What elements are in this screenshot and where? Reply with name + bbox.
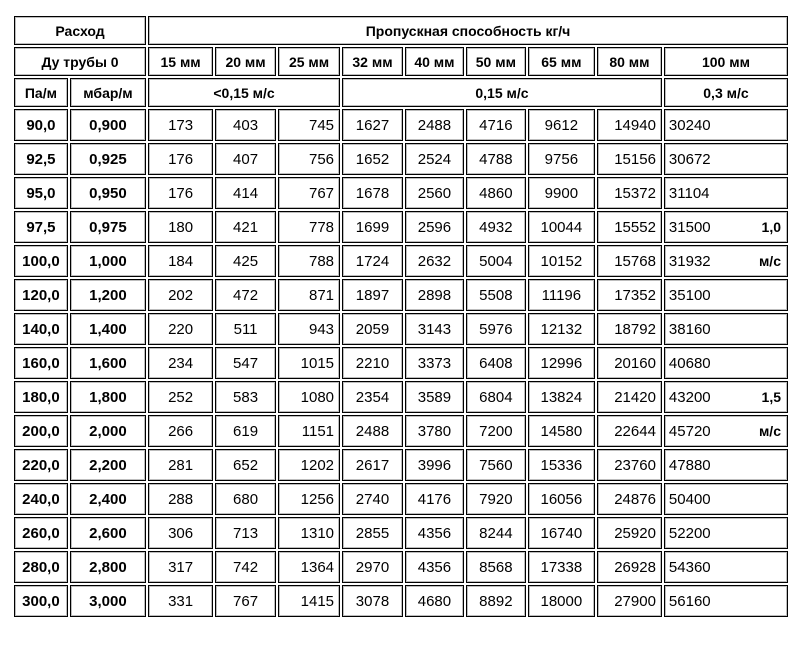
cell-capacity: 4716: [466, 109, 526, 141]
cell-capacity: 1652: [342, 143, 403, 175]
cell-capacity: 266: [148, 415, 213, 447]
speed-note: 1,0: [761, 219, 781, 235]
cell-capacity: 8568: [466, 551, 526, 583]
cell-capacity: 414: [215, 177, 276, 209]
cell-capacity: 17338: [528, 551, 595, 583]
cell-capacity-value: 56160: [668, 592, 711, 610]
cell-capacity: 778: [278, 211, 340, 243]
header-diameter-100: 100 мм: [664, 47, 788, 76]
cell-capacity: 1202: [278, 449, 340, 481]
cell-capacity: 252: [148, 381, 213, 413]
cell-capacity: 767: [278, 177, 340, 209]
cell-capacity: 4860: [466, 177, 526, 209]
cell-pa: 220,0: [14, 449, 68, 481]
cell-capacity-100: [664, 347, 788, 379]
cell-capacity-100: [664, 313, 788, 345]
cell-capacity-value: 54360: [668, 558, 711, 576]
cell-capacity: 3078: [342, 585, 403, 617]
cell-mbar: 1,600: [70, 347, 146, 379]
header-diameter-20: 20 мм: [215, 47, 276, 76]
cell-capacity: 8244: [466, 517, 526, 549]
cell-capacity: 1310: [278, 517, 340, 549]
cell-capacity: 12996: [528, 347, 595, 379]
cell-capacity: 5508: [466, 279, 526, 311]
cell-capacity: 9612: [528, 109, 595, 141]
cell-capacity: 2855: [342, 517, 403, 549]
cell-capacity: 1724: [342, 245, 403, 277]
cell-pa: 90,0: [14, 109, 68, 141]
cell-capacity: 306: [148, 517, 213, 549]
table-row: [14, 211, 788, 243]
header-diameter-80: 80 мм: [597, 47, 662, 76]
cell-pa: 280,0: [14, 551, 68, 583]
cell-capacity: 16056: [528, 483, 595, 515]
cell-capacity: 15372: [597, 177, 662, 209]
table-row: [14, 143, 788, 175]
cell-capacity-value: 31932: [668, 252, 711, 270]
table-row: [14, 415, 788, 447]
cell-capacity-value: 30240: [668, 116, 711, 134]
cell-capacity-value: 50400: [668, 490, 711, 508]
cell-capacity-value: 47880: [668, 456, 711, 474]
cell-capacity-100: [664, 279, 788, 311]
cell-mbar: 2,000: [70, 415, 146, 447]
cell-capacity: 943: [278, 313, 340, 345]
cell-capacity: 5976: [466, 313, 526, 345]
cell-capacity-value: 31500: [668, 218, 711, 236]
cell-capacity: 15768: [597, 245, 662, 277]
cell-capacity: 425: [215, 245, 276, 277]
capacity-table-container: [12, 14, 790, 619]
cell-capacity: 6408: [466, 347, 526, 379]
header-diameter-25: 25 мм: [278, 47, 340, 76]
cell-capacity: 1678: [342, 177, 403, 209]
header-row-3: [14, 78, 788, 107]
cell-capacity: 2617: [342, 449, 403, 481]
header-diameter-65: 65 мм: [528, 47, 595, 76]
header-unit-pa: Па/м: [14, 78, 68, 107]
cell-capacity-100: [664, 483, 788, 515]
cell-capacity: 2740: [342, 483, 403, 515]
cell-capacity: 2596: [405, 211, 464, 243]
cell-mbar: 2,200: [70, 449, 146, 481]
cell-capacity-value: 31104: [668, 184, 710, 202]
cell-capacity: 511: [215, 313, 276, 345]
cell-capacity: 15156: [597, 143, 662, 175]
cell-capacity: 1151: [278, 415, 340, 447]
cell-capacity: 7200: [466, 415, 526, 447]
cell-capacity: 24876: [597, 483, 662, 515]
header-rashod: Расход: [14, 16, 146, 45]
table-row: [14, 551, 788, 583]
cell-capacity: 22644: [597, 415, 662, 447]
cell-capacity: 3589: [405, 381, 464, 413]
cell-capacity: 317: [148, 551, 213, 583]
cell-capacity: 10152: [528, 245, 595, 277]
speed-note: м/с: [758, 423, 781, 439]
cell-capacity: 472: [215, 279, 276, 311]
cell-capacity: 23760: [597, 449, 662, 481]
cell-capacity: 2059: [342, 313, 403, 345]
cell-capacity-100: [664, 245, 788, 277]
cell-pa: 160,0: [14, 347, 68, 379]
cell-capacity: 4680: [405, 585, 464, 617]
cell-capacity: 4932: [466, 211, 526, 243]
table-row: [14, 381, 788, 413]
cell-pa: 300,0: [14, 585, 68, 617]
capacity-table: [12, 14, 790, 619]
cell-capacity-value: 52200: [668, 524, 711, 542]
cell-capacity: 1256: [278, 483, 340, 515]
header-diameter-50: 50 мм: [466, 47, 526, 76]
cell-capacity: 176: [148, 177, 213, 209]
cell-capacity: 7560: [466, 449, 526, 481]
cell-capacity: 788: [278, 245, 340, 277]
cell-capacity: 3373: [405, 347, 464, 379]
cell-capacity: 173: [148, 109, 213, 141]
cell-capacity: 403: [215, 109, 276, 141]
cell-capacity: 9900: [528, 177, 595, 209]
cell-capacity-value: 43200: [668, 388, 711, 406]
cell-mbar: 0,975: [70, 211, 146, 243]
cell-capacity: 6804: [466, 381, 526, 413]
cell-capacity: 288: [148, 483, 213, 515]
cell-capacity: 4176: [405, 483, 464, 515]
table-row: [14, 313, 788, 345]
cell-capacity: 25920: [597, 517, 662, 549]
cell-mbar: 1,800: [70, 381, 146, 413]
cell-capacity-value: 38160: [668, 320, 711, 338]
cell-pa: 95,0: [14, 177, 68, 209]
cell-capacity: 2488: [405, 109, 464, 141]
speed-note: 1,5: [761, 389, 781, 405]
cell-capacity: 10044: [528, 211, 595, 243]
cell-capacity: 281: [148, 449, 213, 481]
table-row: [14, 347, 788, 379]
table-row: [14, 177, 788, 209]
cell-capacity: 26928: [597, 551, 662, 583]
cell-capacity: 1897: [342, 279, 403, 311]
cell-capacity-value: 35100: [668, 286, 711, 304]
cell-capacity: 331: [148, 585, 213, 617]
cell-capacity: 21420: [597, 381, 662, 413]
header-speed-mid: 0,15 м/с: [342, 78, 662, 107]
cell-capacity: 680: [215, 483, 276, 515]
cell-capacity: 14580: [528, 415, 595, 447]
table-row: [14, 109, 788, 141]
cell-capacity-100: [664, 143, 788, 175]
cell-capacity-value: 45720: [668, 422, 711, 440]
cell-capacity-100: [664, 517, 788, 549]
cell-pa: 260,0: [14, 517, 68, 549]
cell-capacity-100: [664, 585, 788, 617]
header-du: Ду трубы 0: [14, 47, 146, 76]
cell-capacity: 2354: [342, 381, 403, 413]
cell-capacity: 14940: [597, 109, 662, 141]
cell-capacity: 713: [215, 517, 276, 549]
cell-capacity: 12132: [528, 313, 595, 345]
cell-pa: 100,0: [14, 245, 68, 277]
cell-capacity: 2970: [342, 551, 403, 583]
cell-capacity: 3996: [405, 449, 464, 481]
cell-capacity: 2524: [405, 143, 464, 175]
cell-capacity: 20160: [597, 347, 662, 379]
cell-capacity: 4788: [466, 143, 526, 175]
cell-capacity: 15552: [597, 211, 662, 243]
cell-capacity: 652: [215, 449, 276, 481]
cell-capacity: 547: [215, 347, 276, 379]
cell-capacity: 742: [215, 551, 276, 583]
cell-mbar: 1,200: [70, 279, 146, 311]
cell-pa: 240,0: [14, 483, 68, 515]
header-diameter-40: 40 мм: [405, 47, 464, 76]
cell-capacity-value: 30672: [668, 150, 711, 168]
cell-capacity-100: [664, 449, 788, 481]
cell-capacity: 4356: [405, 517, 464, 549]
cell-mbar: 2,400: [70, 483, 146, 515]
table-row: [14, 279, 788, 311]
cell-capacity: 11196: [528, 279, 595, 311]
cell-capacity-100: [664, 109, 788, 141]
cell-capacity-100: [664, 415, 788, 447]
cell-capacity: 407: [215, 143, 276, 175]
cell-capacity: 871: [278, 279, 340, 311]
cell-mbar: 3,000: [70, 585, 146, 617]
cell-mbar: 2,800: [70, 551, 146, 583]
table-row: [14, 517, 788, 549]
cell-capacity: 1364: [278, 551, 340, 583]
header-row-1: [14, 16, 788, 45]
cell-capacity: 756: [278, 143, 340, 175]
cell-capacity: 2632: [405, 245, 464, 277]
cell-capacity: 1015: [278, 347, 340, 379]
cell-capacity: 583: [215, 381, 276, 413]
table-row: [14, 449, 788, 481]
cell-capacity-100: [664, 381, 788, 413]
header-row-2: [14, 47, 788, 76]
cell-capacity: 13824: [528, 381, 595, 413]
table-row: [14, 585, 788, 617]
cell-capacity-100: [664, 211, 788, 243]
cell-capacity-100: [664, 551, 788, 583]
cell-capacity-100: [664, 177, 788, 209]
cell-mbar: 2,600: [70, 517, 146, 549]
cell-capacity: 9756: [528, 143, 595, 175]
cell-capacity: 180: [148, 211, 213, 243]
cell-capacity: 1080: [278, 381, 340, 413]
cell-capacity: 421: [215, 211, 276, 243]
cell-pa: 120,0: [14, 279, 68, 311]
cell-capacity: 745: [278, 109, 340, 141]
header-diameter-15: 15 мм: [148, 47, 213, 76]
header-unit-mbar: мбар/м: [70, 78, 146, 107]
cell-capacity: 2210: [342, 347, 403, 379]
cell-capacity: 18792: [597, 313, 662, 345]
cell-mbar: 1,000: [70, 245, 146, 277]
speed-note: м/с: [758, 253, 781, 269]
cell-capacity: 2488: [342, 415, 403, 447]
header-speed-high: 0,3 м/с: [664, 78, 788, 107]
header-speed-low: <0,15 м/с: [148, 78, 340, 107]
cell-capacity: 16740: [528, 517, 595, 549]
cell-capacity: 5004: [466, 245, 526, 277]
cell-capacity: 17352: [597, 279, 662, 311]
cell-pa: 180,0: [14, 381, 68, 413]
table-row: [14, 483, 788, 515]
cell-capacity: 2898: [405, 279, 464, 311]
cell-capacity: 767: [215, 585, 276, 617]
cell-capacity: 8892: [466, 585, 526, 617]
cell-capacity: 234: [148, 347, 213, 379]
cell-capacity-value: 40680: [668, 354, 711, 372]
cell-mbar: 0,950: [70, 177, 146, 209]
cell-capacity: 3780: [405, 415, 464, 447]
table-row: [14, 245, 788, 277]
cell-pa: 200,0: [14, 415, 68, 447]
cell-capacity: 4356: [405, 551, 464, 583]
cell-pa: 140,0: [14, 313, 68, 345]
cell-capacity: 619: [215, 415, 276, 447]
cell-pa: 92,5: [14, 143, 68, 175]
cell-capacity: 18000: [528, 585, 595, 617]
cell-mbar: 0,925: [70, 143, 146, 175]
cell-capacity: 176: [148, 143, 213, 175]
cell-capacity: 7920: [466, 483, 526, 515]
header-capacity: Пропускная способность кг/ч: [148, 16, 788, 45]
cell-capacity: 220: [148, 313, 213, 345]
cell-pa: 97,5: [14, 211, 68, 243]
cell-capacity: 27900: [597, 585, 662, 617]
cell-capacity: 1627: [342, 109, 403, 141]
cell-capacity: 2560: [405, 177, 464, 209]
cell-capacity: 1415: [278, 585, 340, 617]
cell-capacity: 15336: [528, 449, 595, 481]
cell-mbar: 1,400: [70, 313, 146, 345]
header-diameter-32: 32 мм: [342, 47, 403, 76]
cell-capacity: 3143: [405, 313, 464, 345]
cell-mbar: 0,900: [70, 109, 146, 141]
cell-capacity: 184: [148, 245, 213, 277]
cell-capacity: 202: [148, 279, 213, 311]
cell-capacity: 1699: [342, 211, 403, 243]
